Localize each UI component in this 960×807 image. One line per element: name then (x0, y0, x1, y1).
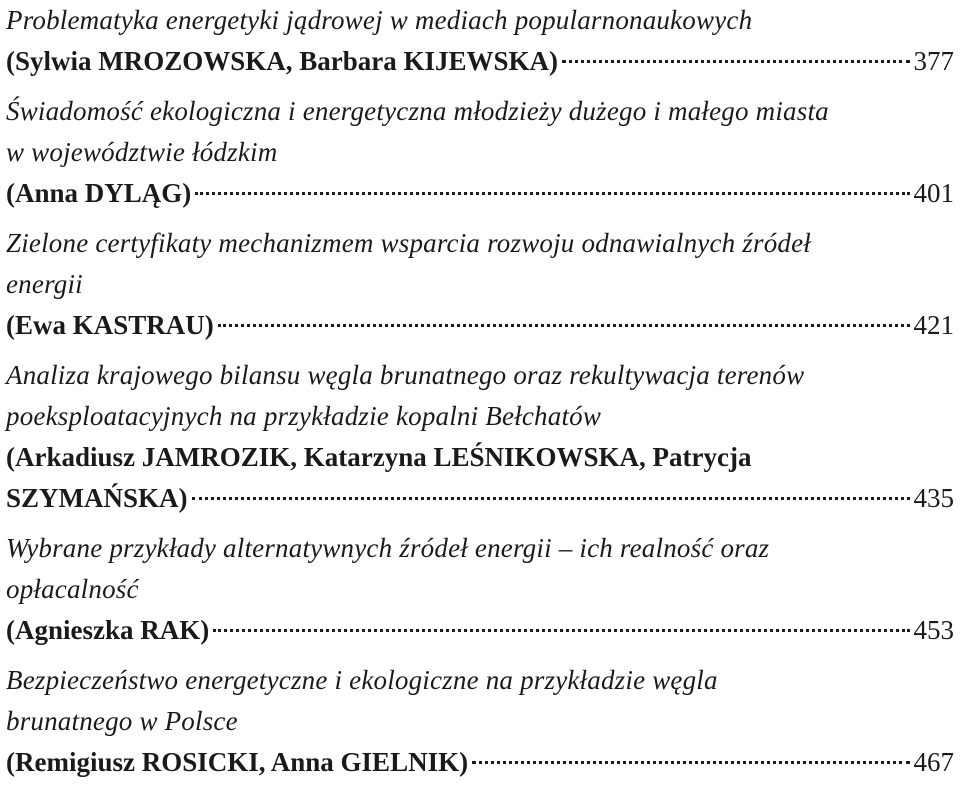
entry-page-number: 377 (913, 46, 954, 76)
dot-leader (218, 324, 910, 327)
entry-page-number: 453 (913, 615, 954, 645)
entry-title: poeksploatacyjnych na przykładzie kopalni Bełchatów (6, 401, 602, 431)
entry-author-row[interactable] (6, 742, 954, 783)
entry-authors: (Anna DYLĄG) (6, 178, 192, 208)
toc-entry (6, 660, 954, 783)
entry-author-row[interactable] (6, 610, 954, 651)
entry-author-row[interactable] (6, 173, 954, 214)
entry-title: brunatnego w Polsce (6, 706, 238, 736)
dot-leader (195, 192, 909, 195)
entry-authors: (Sylwia MROZOWSKA, Barbara KIJEWSKA) (6, 46, 559, 76)
entry-author-row[interactable] (6, 478, 954, 519)
entry-author-row[interactable] (6, 305, 954, 346)
entry-page-number: 401 (913, 178, 954, 208)
toc-entry (6, 355, 954, 519)
entry-authors: (Remigiusz ROSICKI, Anna GIELNIK) (6, 747, 469, 777)
dot-leader (192, 497, 910, 500)
entry-title: w województwie łódzkim (6, 137, 278, 167)
entry-title: Świadomość ekologiczna i energetyczna młodzieży dużego i małego miasta (6, 96, 829, 126)
entry-authors: (Agnieszka RAK) (6, 615, 210, 645)
entry-page-number: 421 (913, 310, 954, 340)
entry-authors: (Ewa KASTRAU) (6, 310, 214, 340)
entry-authors: (Arkadiusz JAMROZIK, Katarzyna LEŚNIKOWSKA, Patrycja (6, 442, 752, 472)
table-of-contents (6, 0, 954, 792)
entry-page-number: 467 (913, 747, 954, 777)
entry-author-row[interactable] (6, 41, 954, 82)
entry-title: Problematyka energetyki jądrowej w mediach popularnonaukowych (6, 5, 753, 35)
entry-title: energii (6, 269, 83, 299)
entry-authors: SZYMAŃSKA) (6, 483, 188, 513)
entry-page-number: 435 (913, 483, 954, 513)
toc-entry (6, 91, 954, 214)
entry-title: Zielone certyfikaty mechanizmem wsparcia rozwoju odnawialnych źródeł (6, 228, 811, 258)
entry-title: Analiza krajowego bilansu węgla brunatnego oraz rekultywacja terenów (6, 360, 805, 390)
entry-title: opłacalność (6, 574, 139, 604)
toc-entry (6, 0, 954, 82)
toc-entry (6, 223, 954, 346)
entry-title: Bezpieczeństwo energetyczne i ekologiczne na przykładzie węgla (6, 665, 718, 695)
dot-leader (213, 629, 909, 632)
dot-leader (562, 60, 909, 63)
entry-title: Wybrane przykłady alternatywnych źródeł energii – ich realność oraz (6, 533, 770, 563)
toc-entry (6, 528, 954, 651)
dot-leader (472, 761, 909, 764)
